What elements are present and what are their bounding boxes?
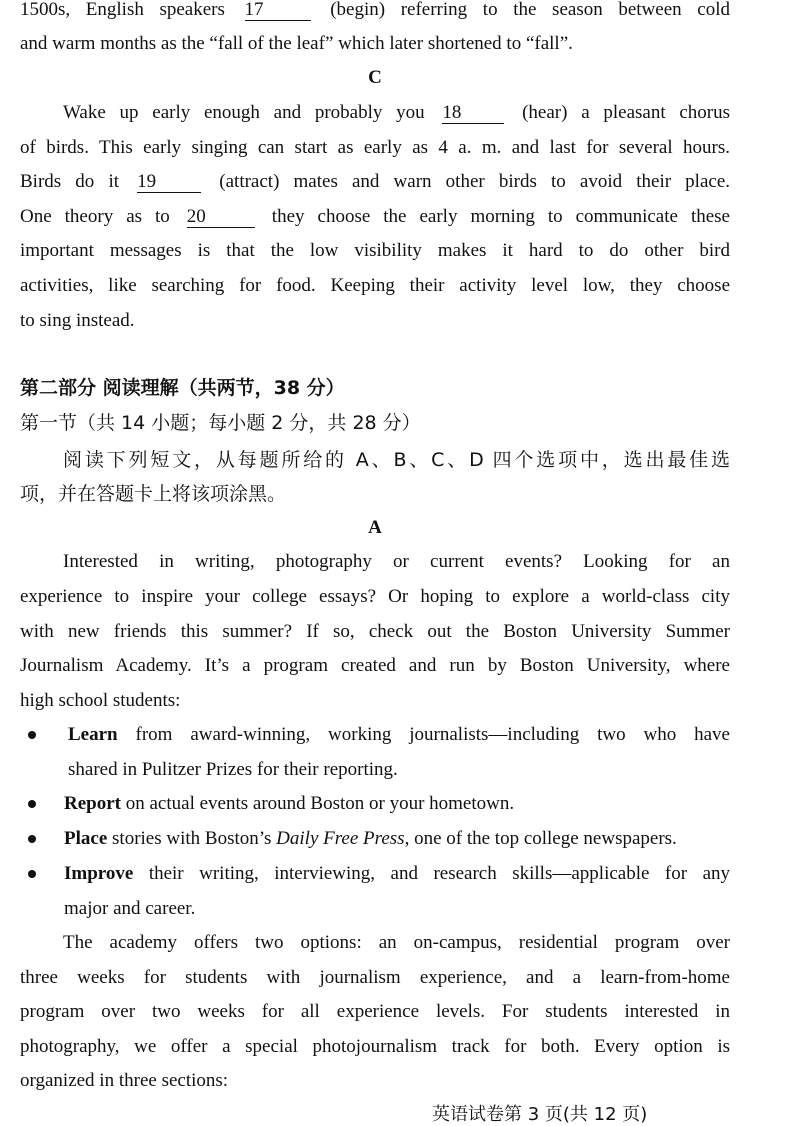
bullet-dot	[28, 870, 36, 878]
text: on actual events around Boston or your hometown.	[125, 793, 515, 814]
blank-18[interactable]: 18	[442, 103, 504, 124]
bullet-dot	[28, 835, 36, 843]
bullet-item-learn	[68, 722, 730, 748]
bullet-item-report	[64, 791, 730, 817]
bullet-dot	[28, 731, 36, 739]
paragraph-a-line-3: with new friends this summer? If so, check out the Boston University Summer	[20, 621, 730, 642]
paragraph-c-line-2: of birds. This early singing can start as early as 4 a. m. and last for several hours.	[20, 137, 730, 158]
part-two-subtitle: 第一节（共 14 小题；每小题 2 分，共 28 分）	[20, 412, 421, 434]
paragraph-a2-line-4: photography, we offer a special photojournalism track for both. Every option is	[20, 1036, 730, 1057]
bullet-keyword: Improve	[64, 863, 134, 884]
text: 1500s, English speakers	[20, 0, 225, 20]
paragraph-c-line-7: to sing instead.	[20, 310, 135, 331]
text: , one of the top college newspapers.	[404, 828, 677, 849]
paragraph-a-line-4: Journalism Academy. It’s a program created and run by Boston University, where	[20, 655, 730, 676]
text: from award-winning, working journalists—including two who have	[135, 724, 730, 745]
bullet-item-improve-line-2: major and career.	[64, 898, 196, 919]
text: One theory as to	[20, 206, 170, 227]
newspaper-name: Daily Free Press	[276, 828, 405, 849]
bullet-item-learn-line-2: shared in Pulitzer Prizes for their reporting.	[68, 759, 398, 780]
bullet-keyword: Learn	[68, 724, 118, 745]
paragraph-c-line-1	[63, 100, 730, 126]
paragraph-b-line-1	[20, 0, 730, 23]
paragraph-a2-line-1: The academy offers two options: an on-campus, residential program over	[63, 932, 730, 953]
bullet-item-improve	[64, 861, 730, 887]
text: Birds do it	[20, 171, 119, 192]
instruction-line-1: 阅读下列短文，从每题所给的 A、B、C、D 四个选项中，选出最佳选	[63, 449, 730, 471]
bullet-item-place	[64, 826, 730, 852]
text: (begin) referring to the season between cold	[330, 0, 730, 20]
text: (attract) mates and warn other birds to avoid their place.	[219, 171, 731, 192]
paragraph-a-line-2: experience to inspire your college essays? Or hoping to explore a world-class city	[20, 586, 730, 607]
bullet-dot	[28, 800, 36, 808]
section-c-heading: C	[368, 67, 382, 88]
paragraph-c-line-5: important messages is that the low visibility makes it hard to do other bird	[20, 240, 730, 261]
instruction-line-2: 项，并在答题卡上将该项涂黑。	[20, 483, 287, 505]
paragraph-c-line-6: activities, like searching for food. Keeping their activity level low, they choose	[20, 275, 730, 296]
paragraph-a-line-5: high school students:	[20, 690, 181, 711]
paragraph-b-line-2: and warm months as the “fall of the leaf” which later shortened to “fall”.	[20, 33, 573, 54]
text: stories with Boston’s	[112, 828, 272, 849]
part-two-title: 第二部分 阅读理解（共两节，38 分）	[20, 377, 345, 399]
paragraph-a2-line-5: organized in three sections:	[20, 1070, 229, 1091]
text: they choose the early morning to communicate these	[271, 206, 730, 227]
text: Wake up early enough and probably you	[63, 102, 425, 123]
paragraph-a2-line-2: three weeks for students with journalism experience, and a learn-from-home	[20, 967, 730, 988]
paragraph-c-line-4	[20, 204, 730, 230]
bullet-keyword: Place	[64, 828, 108, 849]
blank-20[interactable]: 20	[187, 207, 255, 228]
blank-19[interactable]: 19	[137, 172, 201, 193]
bullet-keyword: Report	[64, 793, 121, 814]
paragraph-a2-line-3: program over two weeks for all experience levels. For students interested in	[20, 1001, 730, 1022]
text: (hear) a pleasant chorus	[522, 102, 731, 123]
paragraph-a-line-1: Interested in writing, photography or current events? Looking for an	[63, 551, 730, 572]
blank-17[interactable]: 17	[245, 0, 311, 21]
text: their writing, interviewing, and research skills—applicable for any	[148, 863, 730, 884]
section-a-heading: A	[368, 517, 382, 538]
page-footer: 英语试卷第 3 页(共 12 页)	[432, 1104, 648, 1125]
paragraph-c-line-3	[20, 169, 730, 195]
